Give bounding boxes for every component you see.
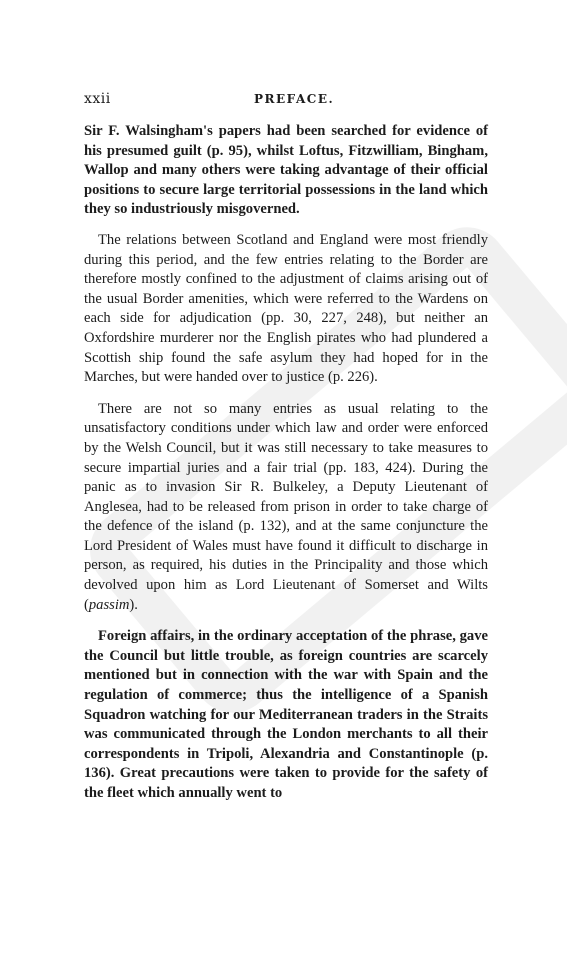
paragraph-welsh-text: There are not so many entries as usual relating to the unsatisfactory conditions under which law and order were enforced by the Welsh Council, but it was still necessary to take measures to secure impartial juries and a fair trial (pp. 183, 424). During the panic as to invasion Sir R. Bulkeley, a Deputy Lieutenant of Anglesea, had to be released from prison in order to take charge of the defence of the island (p. 132), and at the same conjuncture the Lord President of Wales must have found it difficult to discharge in person, as required, his duties in the Principality and those which devolved upon him as Lord Lieutenant of Somerset and Wilts ( (84, 400, 488, 613)
paragraph-foreign-affairs: Foreign affairs, in the ordinary acceptation of the phrase, gave the Council but little trouble, as foreign countries are scarcely mentioned but in connection with the war with Spain and the regulation of commerce; thus the intelligence of a Spanish Squadron watching for our Mediterranean traders in the Straits was communicated through the London merchants to all their correspondents in Tripoli, Alexandria and Constantinople (p. 136). Great precautions were taken to provide for the safety of the fleet which annually went to (84, 628, 488, 801)
page-header (84, 91, 488, 111)
paragraph-welsh-closing: ). (129, 596, 138, 613)
paragraph-scotland: The relations between Scotland and England were most friendly during this period, and the few entries relating to the Border are therefore mostly confined to the adjustment of claims arising out of the usual Border amenities, which were referred to the Wardens on each side for adjudication (pp. 30, 227, 248), but neither an Oxfordshire murderer nor the English pirates who had plundered a Scottish ship found the safe asylum they had hoped for in the Marches, but were handed over to justice (p. 226). (84, 231, 488, 386)
running-head: PREFACE. (254, 92, 335, 106)
body-text (84, 122, 488, 804)
paragraph-welsh-passim: passim (88, 596, 130, 613)
page-number: xxii (84, 91, 111, 107)
paragraph-welsh-council (84, 400, 488, 616)
paragraph-walsingham: Sir F. Walsingham's papers had been searched for evidence of his presumed guilt (p. 95), whilst Loftus, Fitzwilliam, Bingham, Wallop and many others were taking advantage of their official positions to secure large territorial possessions in the land which they so industriously misgoverned. (84, 123, 488, 218)
